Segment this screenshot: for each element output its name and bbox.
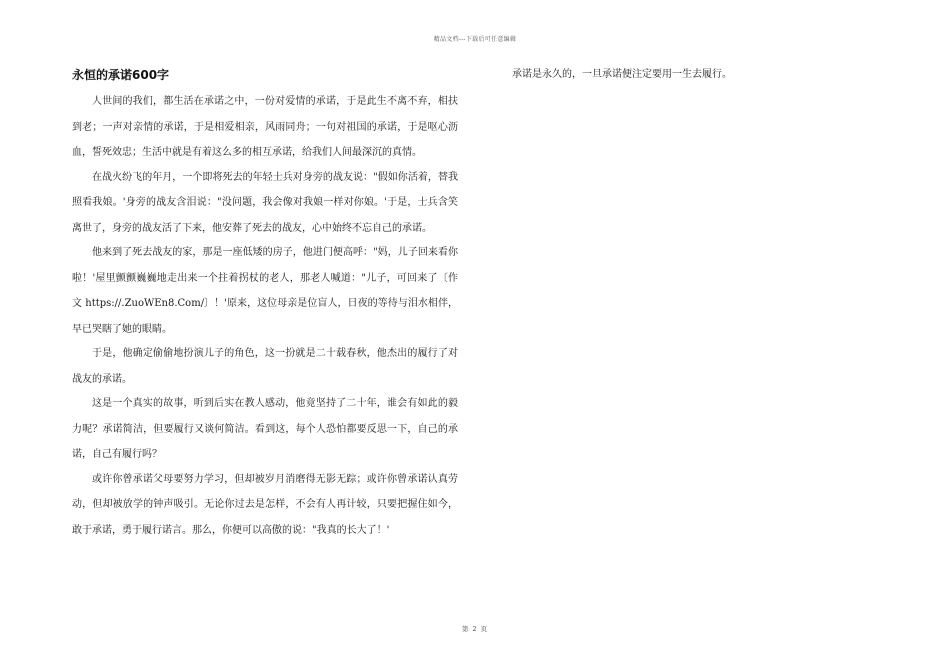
left-column xyxy=(72,66,458,542)
header-note: 精品文档---下载后可任意编辑 xyxy=(433,36,517,43)
paragraph: 承诺是永久的，一旦承诺便注定要用一生去履行。 xyxy=(512,69,732,80)
paragraph: 人世间的我们，都生活在承诺之中，一份对爱情的承诺，于是此生不离不弃，相扶到老；一声对亲情的承诺，于是相爱相亲，风雨同舟；一句对祖国的承诺，于是呕心沥血，誓死效忠；生活中就是有着这么多的相互承诺，给我们人间最深沉的真情。 xyxy=(72,96,458,158)
paragraph: 于是，他确定偷偷地扮演儿子的角色，这一扮就是二十载春秋，他杰出的履行了对战友的承诺。 xyxy=(72,348,458,385)
paragraph: 或许你曾承诺父母要努力学习，但却被岁月消磨得无影无踪；或许你曾承诺认真劳动，但却被放学的钟声吸引。无论你过去是怎样，不会有人再计较，只要把握住如今，敢于承诺，勇于履行诺言。那么，你便可以高傲的说："我真的长大了！' xyxy=(72,473,458,536)
paragraph: 在战火纷飞的年月，一个即将死去的年轻士兵对身旁的战友说："假如你活着，替我照看我娘。'身旁的战友含泪说："没问题，我会像对我娘一样对你娘。'于是，士兵含笑离世了，身旁的战友活了下来，他安葬了死去的战友，心中始终不忘自己的承诺。 xyxy=(72,171,458,234)
paragraph: 这是一个真实的故事，听到后实在教人感动，他竟坚持了二十年，谁会有如此的毅力呢？承诺简洁，但要履行又谈何简洁。看到这，每个人恐怕都要反思一下，自己的承诺，自己有履行吗？ xyxy=(72,398,458,460)
page-number: 第 2 页 xyxy=(461,625,489,633)
paragraph: 他来到了死去战友的家，那是一座低矮的房子，他进门便高呼："妈，儿子回来看你啦！'屋里颤颤巍巍地走出来一个拄着拐杖的老人，那老人喊道："儿子，可回来了〔作文 https://.ZuoWEn8.Com/〕！'原来，这位母亲是位盲人，日夜的等待与泪水相伴，早已哭瞎了她的眼睛。 xyxy=(72,247,458,335)
article-title: 永恒的承诺600字 xyxy=(72,68,170,82)
right-column xyxy=(512,66,892,83)
